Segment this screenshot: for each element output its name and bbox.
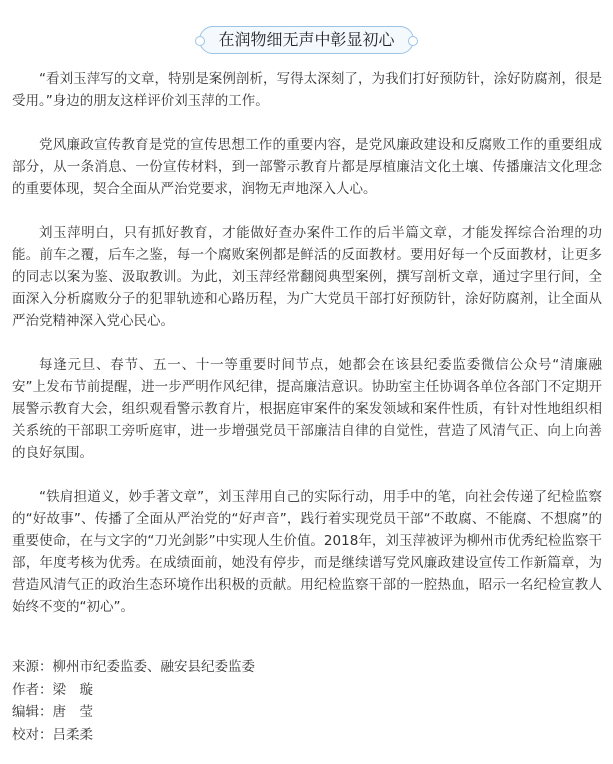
- article-meta: [12, 656, 602, 746]
- meta-editor: 编辑：唐 莹: [12, 704, 93, 720]
- meta-source: 来源：柳州市纪委监委、融安县纪委监委: [12, 659, 255, 675]
- paragraph-1: “看刘玉萍写的文章，特别是案例剖析，写得太深刻了，为我们打好预防针，涂好防腐剂，很是受用。”身边的朋友这样评价刘玉萍的工作。: [12, 71, 602, 109]
- title-area: [0, 26, 613, 54]
- meta-proofreader: 校对：吕柔柔: [12, 726, 93, 743]
- meta-author: 作者：梁 璇: [12, 681, 93, 698]
- article-title: 在润物细无声中彰显初心: [199, 26, 413, 54]
- article-body: [12, 68, 602, 640]
- paragraph-2: 党风廉政宣传教育是党的宣传思想工作的重要内容，是党风廉政建设和反腐败工作的重要组成部分，从一条消息、一份宣传材料，到一部警示教育片都是厚植廉洁文化土壤、传播廉洁文化理念的重要体现，契合全面从严治党要求，润物无声地深入人心。: [12, 137, 602, 197]
- paragraph-4: 每逢元旦、春节、五一、十一等重要时间节点，她都会在该县纪委监委微信公众号“清廉融安”上发布节前提醒，进一步严明作风纪律，提高廉洁意识。协助室主任协调各单位各部门不定期开展警示教育大会，组织观看警示教育片，根据庭审案件的案发领域和案件性质，有针对性地组织相关系统的干部职工旁听庭审，进一步增强党员干部廉洁自律的自觉性，营造了风清气正、向上向善的良好氛围。: [12, 357, 602, 461]
- paragraph-5: “铁肩担道义，妙手著文章”，刘玉萍用自己的实际行动，用手中的笔，向社会传递了纪检监察的“好故事”、传播了全面从严治党的“好声音”，践行着实现党员干部“不敢腐、不能腐、不想腐”的重要使命，在与文字的“刀光剑影”中实现人生价值。2018年，刘玉萍被评为柳州市优秀纪检监察干部，年度考核为优秀。在成绩面前，她没有停步，而是继续谱写党风廉政建设宣传工作新篇章，为营造风清气正的政治生态环境作出积极的贡献。用纪检监察干部的一腔热血，昭示一名纪检宣教人始终不变的“初心”。: [12, 489, 602, 615]
- paragraph-3: 刘玉萍明白，只有抓好教育，才能做好查办案件工作的后半篇文章，才能发挥综合治理的功能。前车之覆，后车之鉴，每一个腐败案例都是鲜活的反面教材。要用好每一个反面教材，让更多的同志以案为鉴、汲取教训。为此，刘玉萍经常翻阅典型案例，撰写剖析文章，通过字里行间，全面深入分析腐败分子的犯罪轨迹和心路历程，为广大党员干部打好预防针，涂好防腐剂，让全面从严治党精神深入党心民心。: [12, 225, 602, 329]
